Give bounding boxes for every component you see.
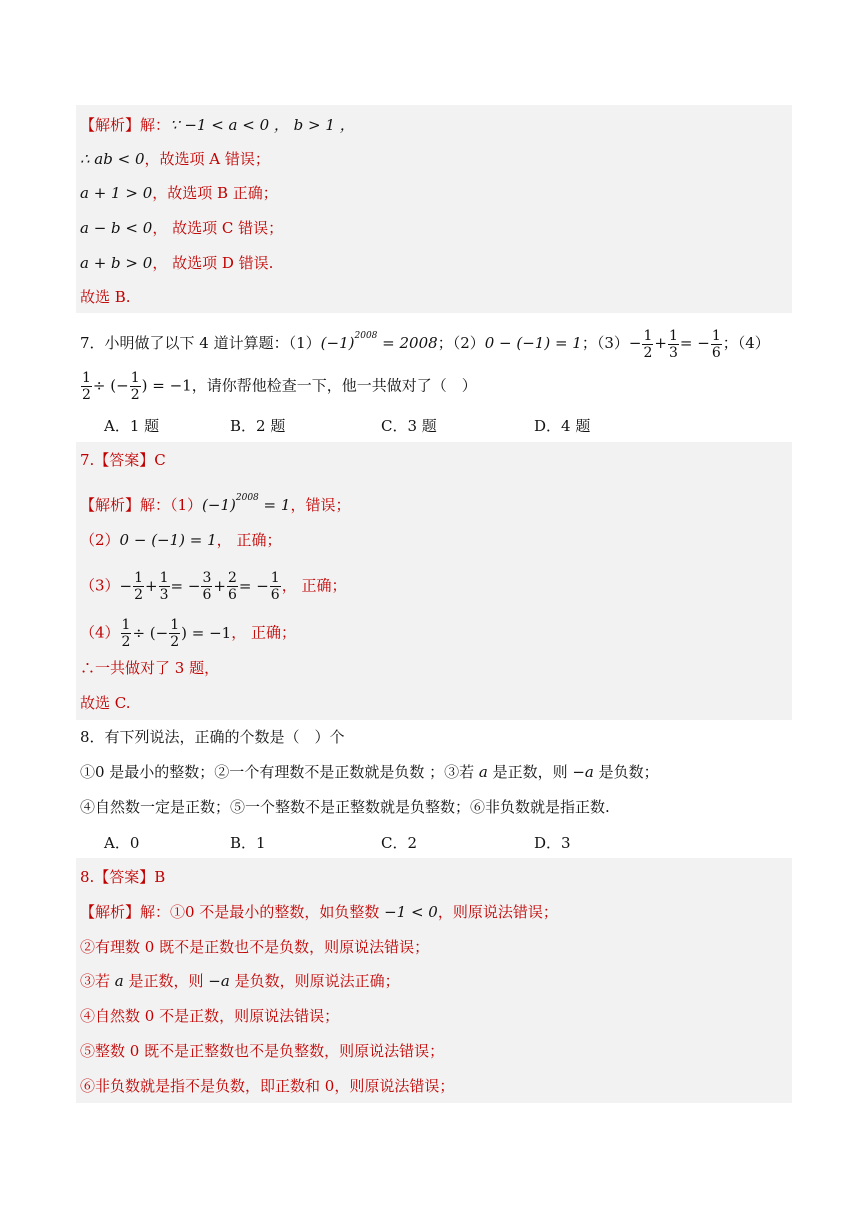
answer-8-line-3: ③若 a 是正数，则 −a 是负数，则原说法正确； [80,972,400,990]
analysis-block-6 [76,105,792,313]
answer-7-line-5: ∴一共做对了 3 题， [80,659,220,677]
analysis-6-line-1: 【解析】解：∵ −1 < a < 0 ， b > 1 ， [80,116,355,134]
fraction: $\frac{2}{6}$ [227,570,237,603]
answer-8-line-4: ④自然数 0 不是正数，则原说法错误； [80,1007,340,1025]
question-7-stem-line-2: $\frac{1}{2}$ ÷ (− $\frac{1}{2}$ ) = −1，请你帮他检查一下，他一共做对了（ ） [82,370,477,403]
analysis-6-line-4: a − b < 0， 故选项 C 错误； [80,219,284,237]
answer-8-line-2: ②有理数 0 既不是正数也不是负数，则原说法错误； [80,938,430,956]
analysis-6-conclusion: 故选 B. [80,288,131,306]
question-8-option-d: D．3 [534,834,571,852]
answer-7-line-2: （2）0 − (−1) = 1， 正确； [80,531,282,549]
question-7-option-b: B．2 题 [230,417,286,435]
answer-block-8 [76,858,792,1103]
fraction: $\frac{1}{3}$ [668,327,678,361]
fraction: $\frac{1}{2}$ [82,370,91,403]
analysis-6-line-5: a + b > 0， 故选项 D 错误. [80,254,274,272]
answer-8-line-1: 【解析】解：①0 不是最小的整数，如负整数 −1 < 0，则原说法错误； [80,903,558,921]
answer-7-line-1: 【解析】解：$(1)(-1)^{2008} = 1$，错误； [80,493,351,514]
question-8-stem: 8．有下列说法，正确的个数是（ ）个 [80,728,345,746]
fraction: $\frac{1}{2}$ [643,327,653,361]
answer-8-line-5: ⑤整数 0 既不是正整数也不是负整数，则原说法错误； [80,1042,445,1060]
question-8-option-a: A．0 [104,834,140,852]
fraction: $\frac{1}{6}$ [270,570,280,603]
fraction: $\frac{3}{6}$ [202,570,212,603]
question-8-statements-2: ④自然数一定是正数；⑤一个整数不是正整数就是负整数；⑥非负数就是指正数. [80,798,610,816]
answer-7-heading: 7.【答案】C [80,451,166,469]
fraction: $\frac{1}{6}$ [711,327,721,361]
question-8-statements-1: ①0 是最小的整数；②一个有理数不是正数就是负数 ；③若 a 是正数，则 −a 是负数； [80,763,659,781]
answer-8-line-6: ⑥非负数就是指不是负数，即正数和 0，则原说法错误； [80,1077,455,1095]
answer-7-line-3: （3）− $\frac{1}{2}$ + $\frac{1}{3}$ = − $\frac{3}{6}$ + $\frac{2}{6}$ = − $\frac{1}{6}$ ， 正确； [80,570,347,603]
analysis-6-line-3: a + 1 > 0，故选项 B 正确； [80,184,278,202]
answer-7-conclusion: 故选 C. [80,694,131,712]
fraction: $\frac{1}{2}$ [134,570,144,603]
question-7-stem-line-1: 7．小明做了以下 4 道计算题：$(1)(-1)^{2008} = 2008$；（2）0 − (−1) = 1；（3）− $\frac{1}{2}$ + $\frac{1}{3}$ = − $\frac{1}{6}$ ；（4） [80,327,770,361]
fraction: $\frac{1}{2}$ [130,370,140,403]
question-7-option-d: D．4 题 [534,417,591,435]
question-7-option-a: A．1 题 [104,417,160,435]
answer-block-7 [76,442,792,720]
answer-7-line-4: （4） $\frac{1}{2}$ ÷ (− $\frac{1}{2}$ ) = −1， 正确； [80,617,297,650]
analysis-6-line-2: ∴ ab < 0，故选项 A 错误； [80,150,270,168]
question-7-option-c: C．3 题 [381,417,437,435]
question-8-option-b: B．1 [230,834,266,852]
fraction: $\frac{1}{2}$ [121,617,131,650]
question-8-option-c: C．2 [381,834,418,852]
fraction: $\frac{1}{2}$ [170,617,180,650]
fraction: $\frac{1}{3}$ [159,570,169,603]
answer-8-heading: 8.【答案】B [80,868,166,886]
